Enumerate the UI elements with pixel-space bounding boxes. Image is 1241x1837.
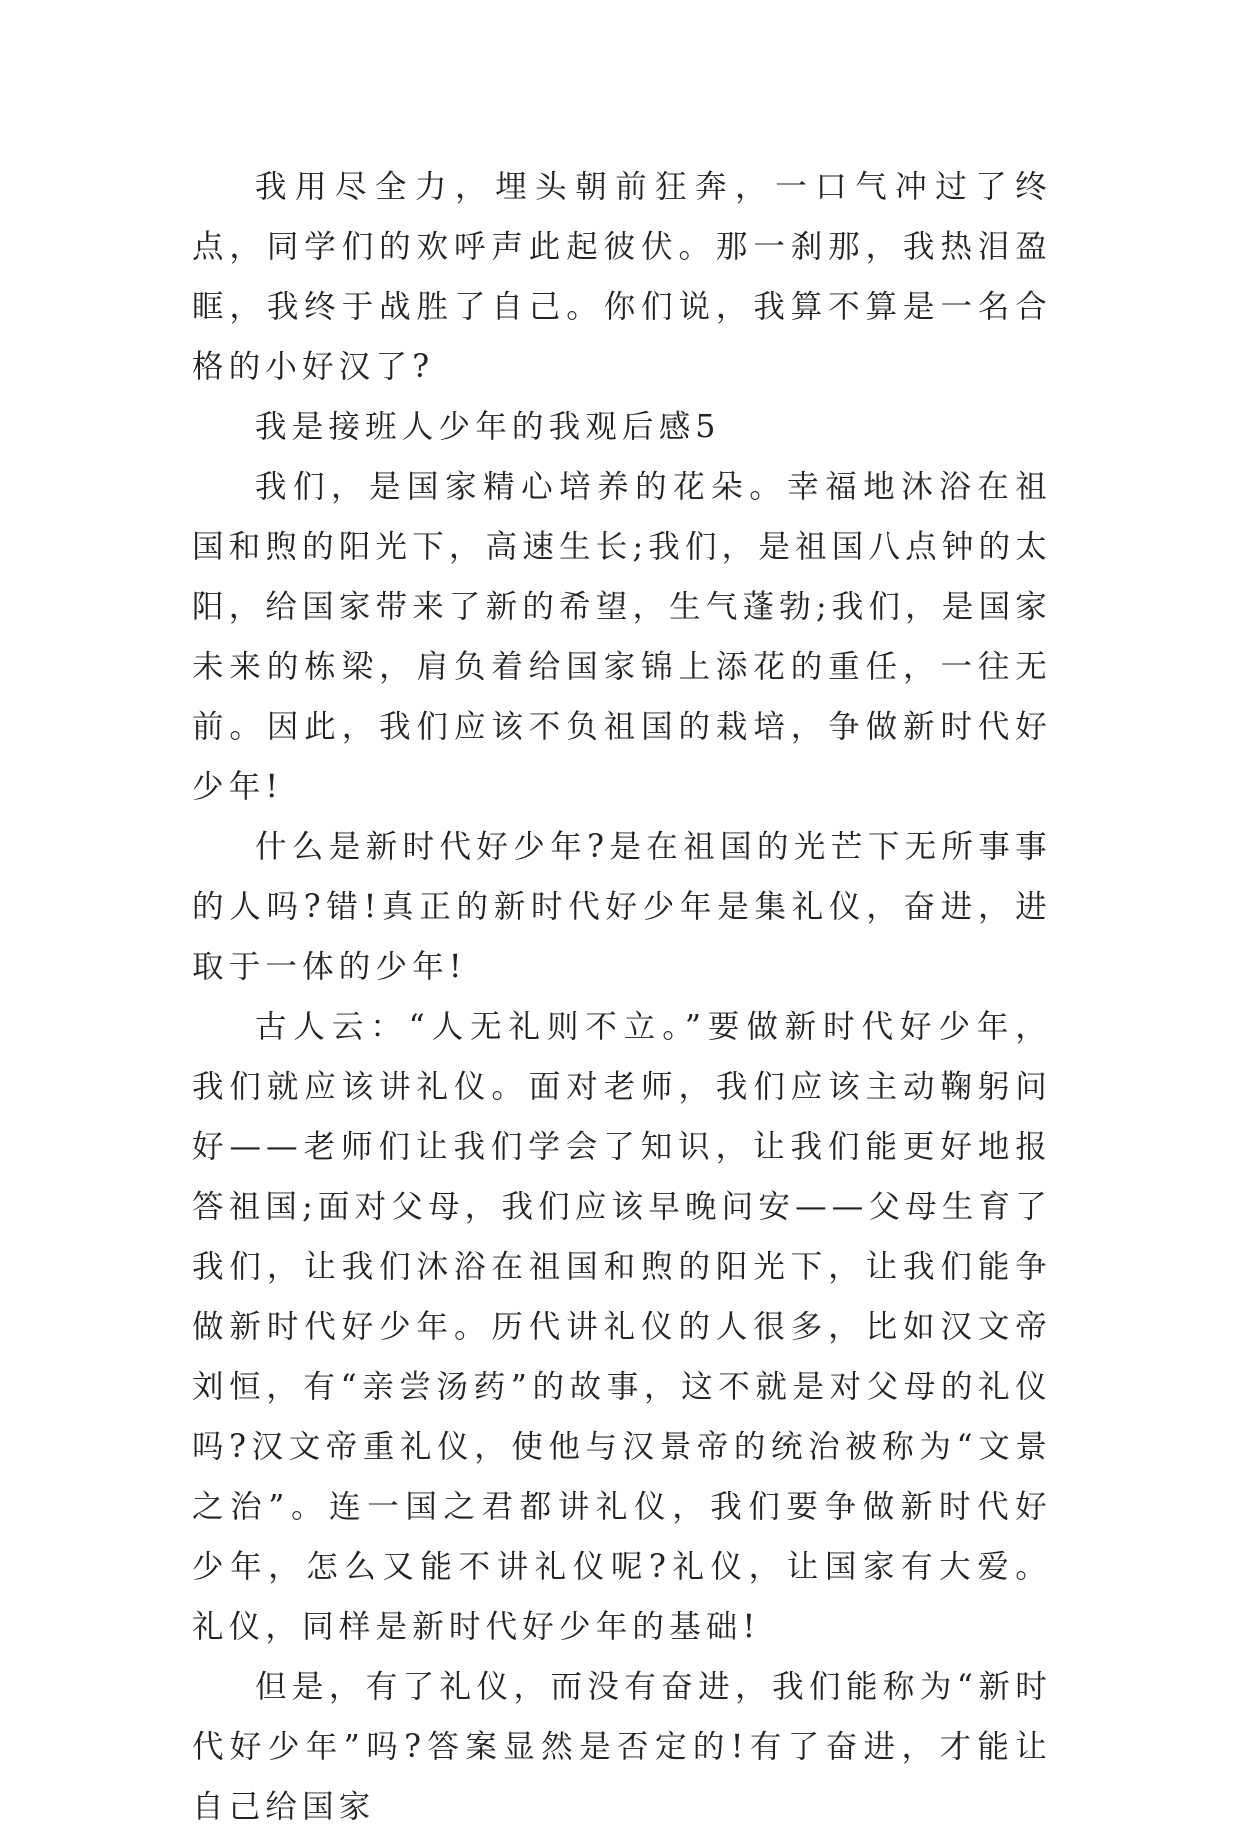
paragraph-progress: 但是，有了礼仪，而没有奋进，我们能称为“新时代好少年”吗?答案显然是否定的!有了奋进，才能让自己给国家 bbox=[192, 1669, 1052, 1825]
paragraph-race-ending: 我用尽全力，埋头朝前狂奔，一口气冲过了终点，同学们的欢呼声此起彼伏。那一刹那，我热泪盈眶，我终于战胜了自己。你们说，我算不算是一名合格的小好汉了? bbox=[192, 169, 1052, 385]
paragraph-intro: 我们，是国家精心培养的花朵。幸福地沐浴在祖国和煦的阳光下，高速生长;我们，是祖国八点钟的太阳，给国家带来了新的希望，生气蓬勃;我们，是国家未来的栋梁，肩负着给国家锦上添花的重任，一往无前。因此，我们应该不负祖国的栽培，争做新时代好少年! bbox=[192, 469, 1052, 805]
paragraph-definition: 什么是新时代好少年?是在祖国的光芒下无所事事的人吗?错!真正的新时代好少年是集礼仪，奋进，进取于一体的少年! bbox=[192, 829, 1052, 985]
section-heading: 我是接班人少年的我观后感5 bbox=[255, 409, 721, 445]
document-body bbox=[192, 157, 1052, 1837]
paragraph-etiquette: 古人云：“人无礼则不立。”要做新时代好少年，我们就应该讲礼仪。面对老师，我们应该主动鞠躬问好——老师们让我们学会了知识，让我们能更好地报答祖国;面对父母，我们应该早晚问安——父母生育了我们，让我们沐浴在祖国和煦的阳光下，让我们能争做新时代好少年。历代讲礼仪的人很多，比如汉文帝刘恒，有“亲尝汤药”的故事，这不就是对父母的礼仪吗?汉文帝重礼仪，使他与汉景帝的统治被称为“文景之治”。连一国之君都讲礼仪，我们要争做新时代好少年，怎么又能不讲礼仪呢?礼仪，让国家有大爱。礼仪，同样是新时代好少年的基础! bbox=[192, 1009, 1052, 1645]
